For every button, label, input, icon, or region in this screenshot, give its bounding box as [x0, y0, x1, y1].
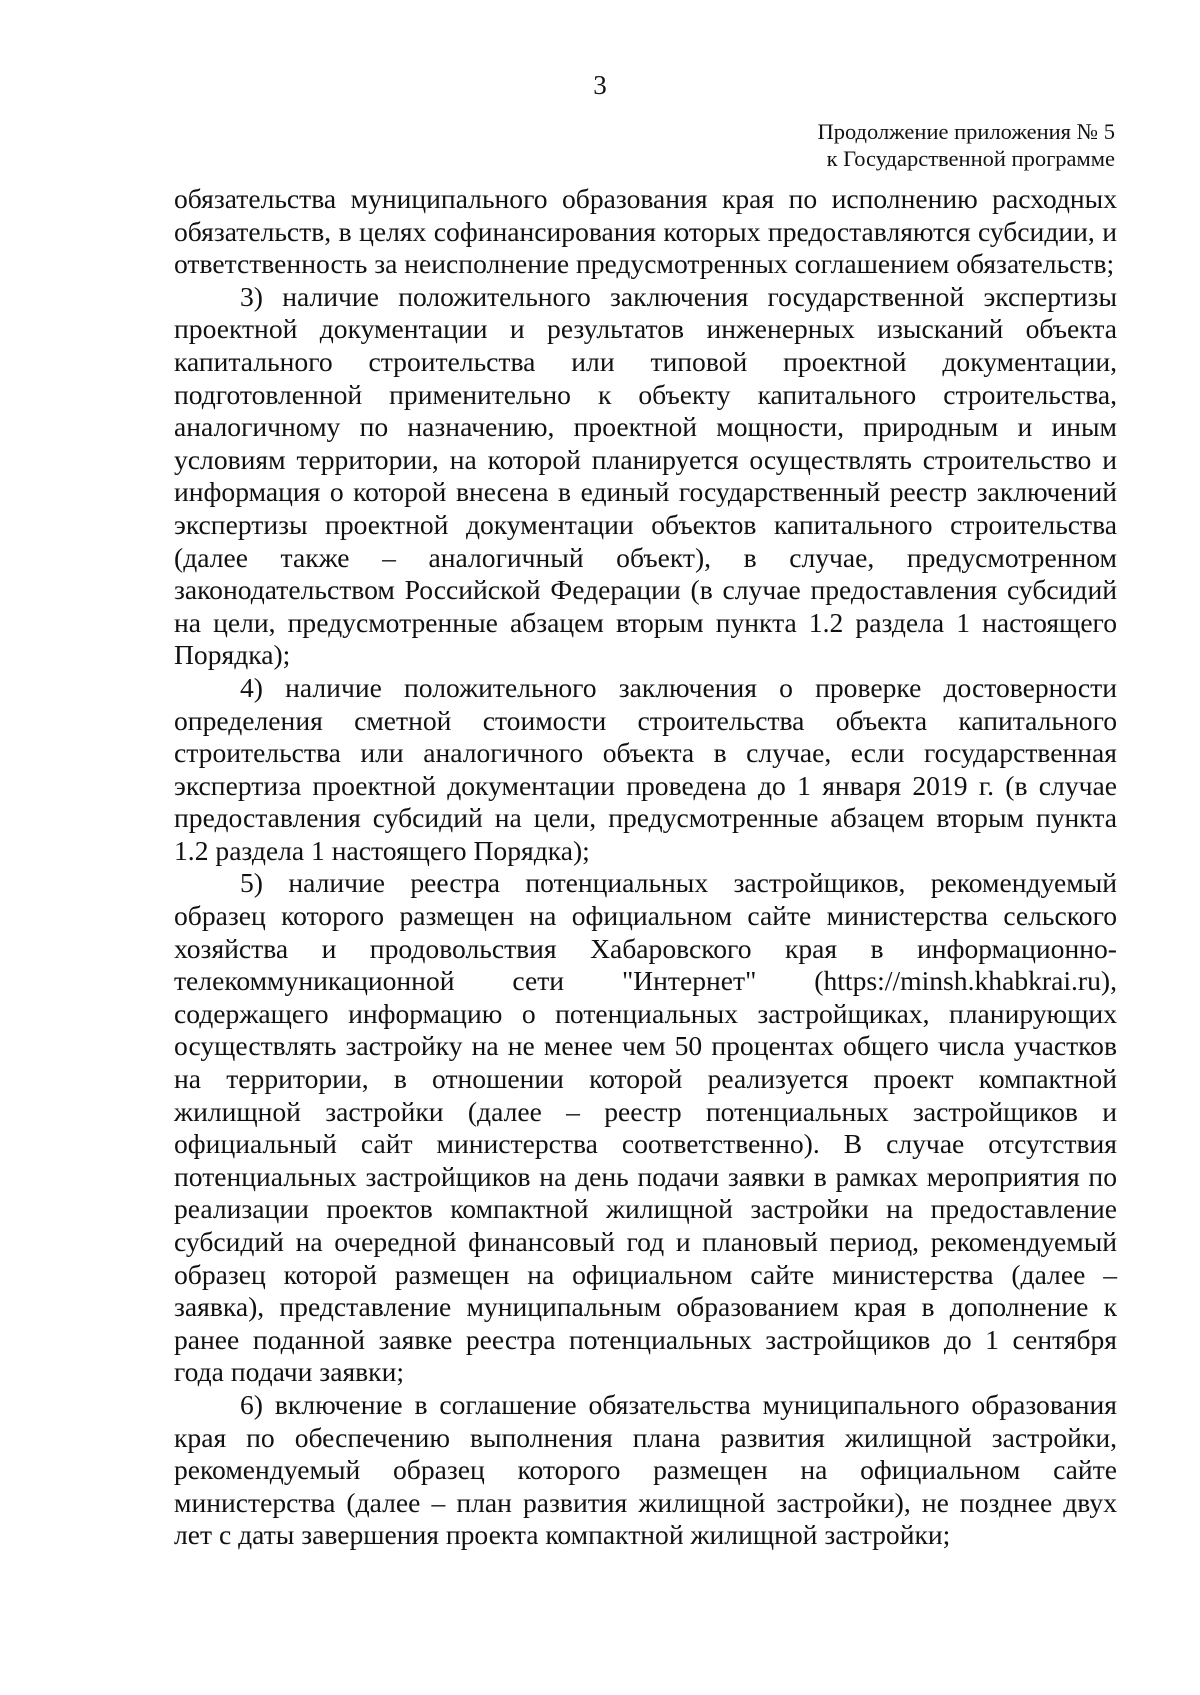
paragraph-item-3: 3) наличие положительного заключения государственной экспертизы проектной документации и результатов инженерных изысканий объекта капитального строительства или типовой проектной документации, подготовленной применительно к объекту капитального строительства, аналогичному по назначению, проектной мощности, природным и иным условиям территории, на которой планируется осуществлять строительство и информация о которой внесена в единый государственный реестр заключений экспертизы проектной документации объектов капитального строительства (далее также – аналогичный объект), в случае, предусмотренном законодательством Российской Федерации (в случае предоставления субсидий на цели, предусмотренные абзацем вторым пункта 1.2 раздела 1 настоящего Порядка);	[174, 280, 1117, 671]
paragraph-continuation: обязательства муниципального образования края по исполнению расходных обязательств, в целях софинансирования которых предоставляются субсидии, и ответственность за неисполнение предусмотренных соглашением обязательств;	[174, 183, 1117, 280]
paragraph-item-5: 5) наличие реестра потенциальных застройщиков, рекомендуемый образец которого размещен на официальном сайте министерства сельского хозяйства и продовольствия Хабаровского края в информационно-телекоммуникационной сети "Интернет" (https://minsh.khabkrai.ru), содержащего информацию о потенциальных застройщиках, планирующих осуществлять застройку на не менее чем 50 процентах общего числа участков на территории, в отношении которой реализуется проект компактной жилищной застройки (далее – реестр потенциальных застройщиков и официальный сайт министерства соответственно). В случае отсутствия потенциальных застройщиков на день подачи заявки в рамках мероприятия по реализации проектов компактной жилищной застройки на предоставление субсидий на очередной финансовый год и плановый период, рекомендуемый образец которой размещен на официальном сайте министерства (далее – заявка), представление муниципальным образованием края в дополнение к ранее поданной заявке реестра потенциальных застройщиков до 1 сентября года подачи заявки;	[174, 867, 1117, 1388]
appendix-note-line-2: к Государственной программе	[826, 146, 1115, 171]
paragraph-item-4: 4) наличие положительного заключения о проверке достоверности определения сметной стоимости строительства объекта капитального строительства или аналогичного объекта в случае, если государственная экспертиза проектной документации проведена до 1 января 2019 г. (в случае предоставления субсидий на цели, предусмотренные абзацем вторым пункта 1.2 раздела 1 настоящего Порядка);	[174, 671, 1117, 866]
document-body	[174, 183, 1117, 1552]
appendix-note	[760, 118, 1115, 172]
page-number: 3	[593, 70, 607, 100]
paragraph-item-6: 6) включение в соглашение обязательства муниципального образования края по обеспечению выполнения плана развития жилищной застройки, рекомендуемый образец которого размещен на официальном сайте министерства (далее – план развития жилищной застройки), не позднее двух лет с даты завершения проекта компактной жилищной застройки;	[174, 1388, 1117, 1551]
appendix-note-line-1: Продолжение приложения № 5	[817, 119, 1115, 144]
